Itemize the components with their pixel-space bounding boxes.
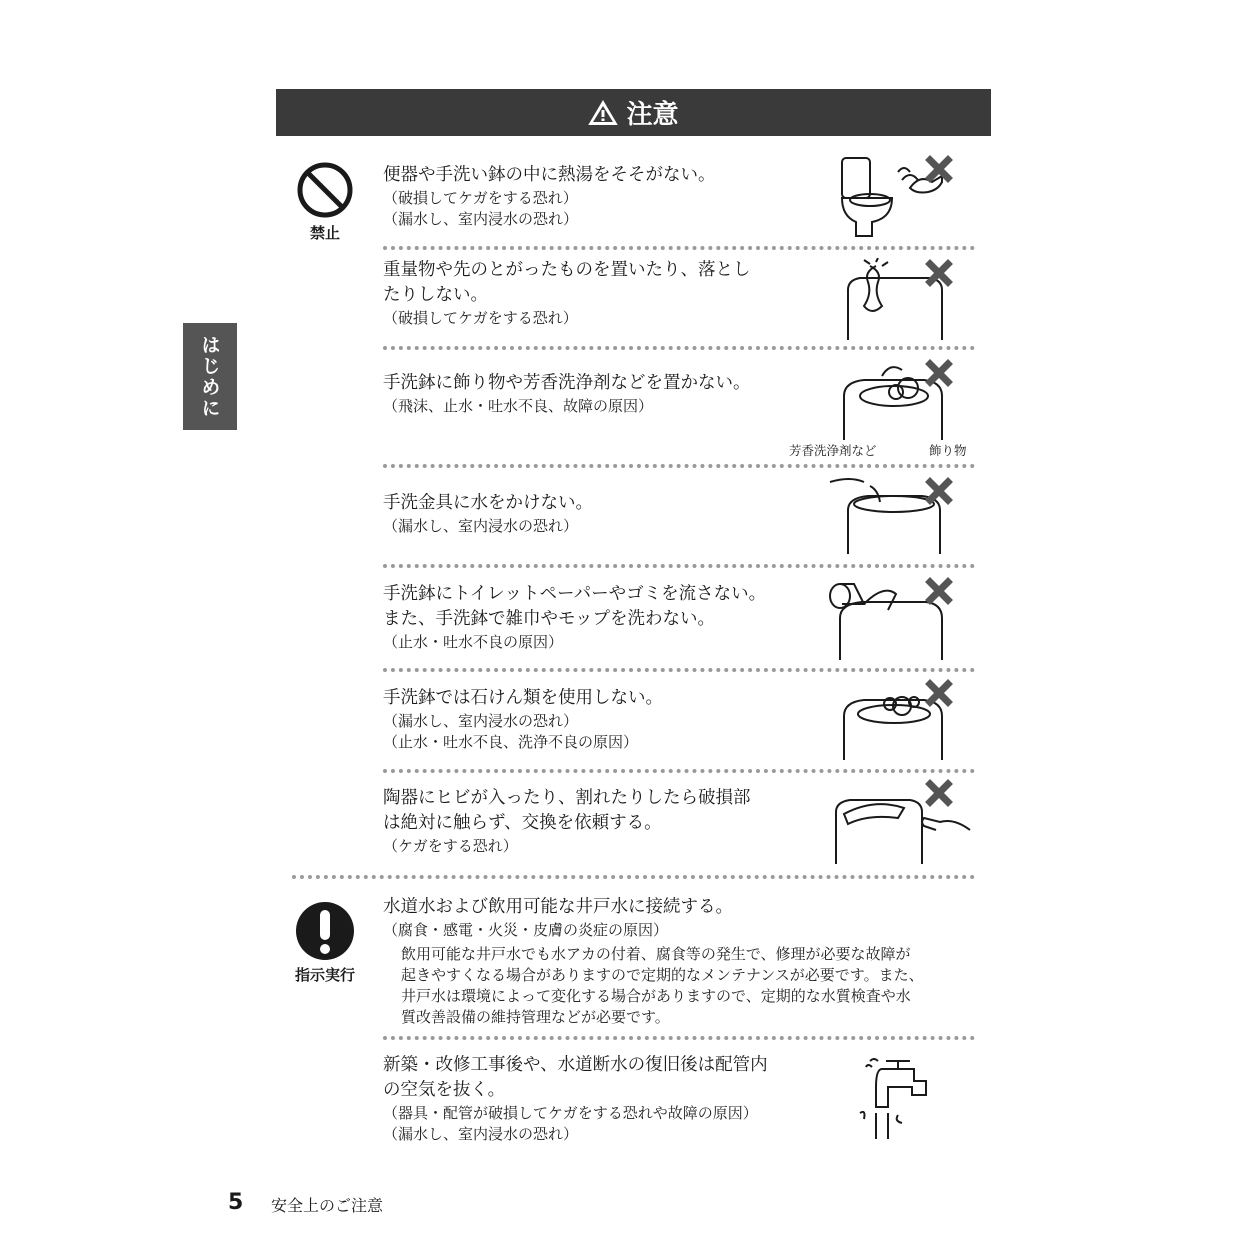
item-note: （漏水し、室内浸水の恐れ） [383,1125,579,1143]
prohibit-item-1 [383,163,716,230]
section-tab [183,323,237,430]
tank-hose-icon [826,470,972,554]
item-note: （ケガをする恐れ） [383,837,518,855]
item-divider [383,668,975,672]
item-main: 手洗鉢に飾り物や芳香洗浄剤などを置かない。 [383,373,751,393]
prohibit-item-4 [383,491,593,537]
item-main: 陶器にヒビが入ったり、割れたりしたら破損部 [383,788,751,808]
exclamation-circle-icon [294,900,356,962]
cracked-tank-hand-icon [830,778,972,864]
caution-header [276,89,991,136]
detail-line: 質改善設備の維持管理などが必要です。 [401,1008,670,1026]
item-main: は絶対に触らず、交換を依頼する。 [383,813,662,833]
toilet-kettle-icon [832,150,972,240]
faucet-air-icon [852,1055,932,1141]
item-divider [383,464,975,468]
prohibit-item-6 [383,686,663,753]
prohibition-icon [295,160,355,220]
prohibition-sign [293,160,357,243]
item-note: （破損してケガをする恐れ） [383,309,578,327]
tank-ornament-icon [838,358,972,440]
section-divider [292,875,975,879]
item-main: 手洗鉢では石けん類を使用しない。 [383,688,663,708]
prohibit-item-3 [383,371,751,417]
page-number: 5 [228,1190,244,1215]
item-main: 便器や手洗い鉢の中に熱湯をそそがない。 [383,165,716,185]
item-note: （器具・配管が破損してケガをする恐れや故障の原因） [383,1104,758,1122]
item-note: （飛沫、止水・吐水不良、故障の原因） [383,397,654,415]
instruct-item-1 [383,895,976,1028]
item-divider [383,346,975,350]
prohibit-item-7 [383,786,751,857]
item-divider [383,564,975,568]
tank-vase-icon [840,258,970,340]
item-main: 新築・改修工事後や、水道断水の復旧後は配管内 [383,1055,768,1075]
item-main: 重量物や先のとがったものを置いたり、落とし [383,260,751,280]
instruct-item-2 [383,1053,768,1145]
instruction-label: 指示実行 [294,966,355,984]
item-main: また、手洗鉢で雑巾やモップを洗わない。 [383,609,715,629]
tank-soap-icon [838,678,972,760]
detail-line: 起きやすくなる場合がありますので定期的なメンテナンスが必要です。また、 [401,966,924,984]
item-note: （止水・吐水不良、洗浄不良の原因） [383,733,639,751]
item-divider [383,769,975,773]
item-detail [401,944,976,1028]
tank-paper-icon [828,574,972,660]
item-note: （漏水し、室内浸水の恐れ） [383,517,579,535]
item-main: たりしない。 [383,285,488,305]
detail-line: 飲用可能な井戸水でも水アカの付着、腐食等の発生で、修理が必要な故障が [401,945,911,963]
item-main: 手洗金具に水をかけない。 [383,493,593,513]
item-note: （破損してケガをする恐れ） [383,189,578,207]
header-title: 注意 [626,100,679,130]
warning-triangle-icon [588,100,618,126]
item-note: （止水・吐水不良の原因） [383,633,564,651]
item-divider [383,246,975,250]
item-note: （漏水し、室内浸水の恐れ） [383,712,579,730]
item-note: （漏水し、室内浸水の恐れ） [383,210,579,228]
detail-line: 井戸水は環境によって変化する場合がありますので、定期的な水質検査や水 [401,987,911,1005]
item-note: （腐食・感電・火災・皮膚の炎症の原因） [383,921,669,939]
illustration-label: 飾り物 [929,443,967,458]
footer-section: 安全上のご注意 [271,1196,384,1215]
prohibition-label: 禁止 [309,224,340,242]
instruction-sign [290,900,360,985]
prohibit-item-5 [383,582,766,653]
item-main: 水道水および飲用可能な井戸水に接続する。 [383,897,733,917]
illustration-label: 芳香洗浄剤など [789,443,877,458]
prohibit-item-2 [383,258,751,329]
section-tab-label: はじめに [198,334,221,419]
item-main: の空気を抜く。 [383,1080,506,1100]
item-main: 手洗鉢にトイレットペーパーやゴミを流さない。 [383,584,767,604]
item-divider [383,1036,975,1040]
